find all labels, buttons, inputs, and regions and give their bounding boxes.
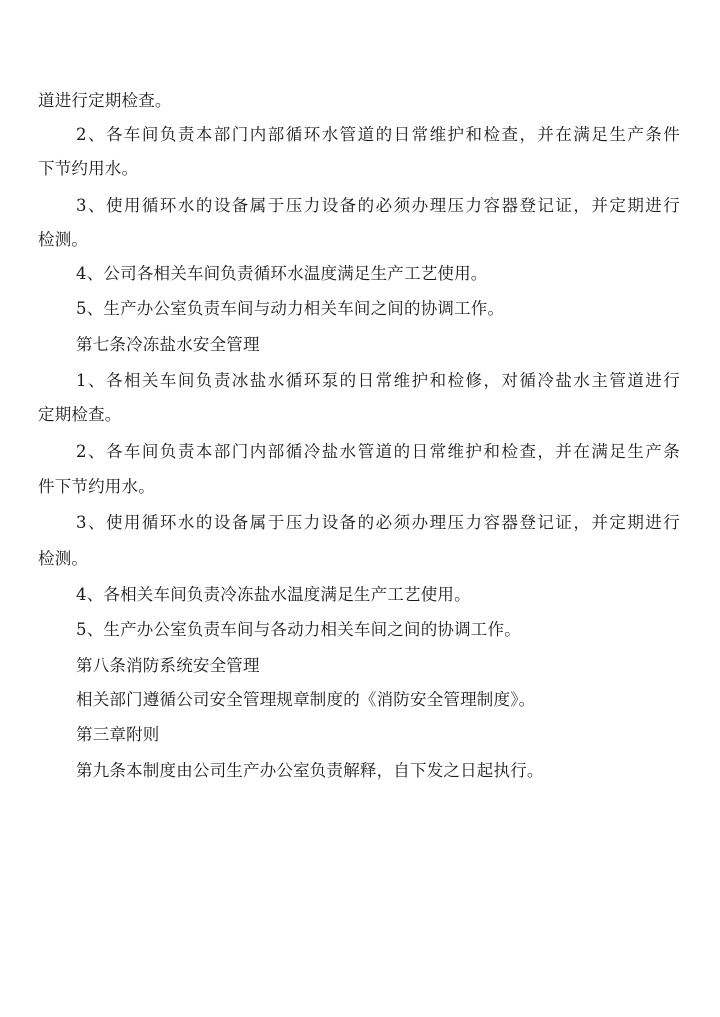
text-line: 2、各车间负责本部门内部循环水管道的日常维护和检查，并在满足生产条件: [76, 125, 680, 144]
text-line: 道进行定期检查。: [38, 91, 172, 110]
chapter-heading: 第三章附则: [76, 725, 160, 744]
text-line: 3、使用循环水的设备属于压力设备的必须办理压力容器登记证，并定期进行: [76, 513, 680, 532]
text-line: 2、各车间负责本部门内部循冷盐水管道的日常维护和检查，并在满足生产条: [76, 442, 680, 461]
text-line: 检测。: [38, 549, 89, 568]
section-heading: 第七条冷冻盐水安全管理: [76, 335, 260, 354]
text-line: 第九条本制度由公司生产办公室负责解释，自下发之日起执行。: [76, 761, 544, 780]
text-line: 5、生产办公室负责车间与各动力相关车间之间的协调工作。: [76, 620, 521, 639]
text-line: 检测。: [38, 230, 89, 249]
text-line: 5、生产办公室负责车间与动力相关车间之间的协调工作。: [76, 299, 505, 318]
text-line: 件下节约用水。: [38, 477, 155, 496]
text-line: 1、各相关车间负责冰盐水循环泵的日常维护和检修，对循冷盐水主管道进行: [76, 371, 680, 390]
text-line: 3、使用循环水的设备属于压力设备的必须办理压力容器登记证，并定期进行: [76, 196, 680, 215]
text-line: 下节约用水。: [38, 159, 139, 178]
text-line: 4、各相关车间负责冷冻盐水温度满足生产工艺使用。: [76, 585, 471, 604]
section-heading: 第八条消防系统安全管理: [76, 656, 260, 675]
text-line: 4、公司各相关车间负责循环水温度满足生产工艺使用。: [76, 264, 488, 283]
text-line: 相关部门遵循公司安全管理规章制度的《消防安全管理制度》。: [76, 690, 536, 709]
text-line: 定期检查。: [38, 405, 122, 424]
